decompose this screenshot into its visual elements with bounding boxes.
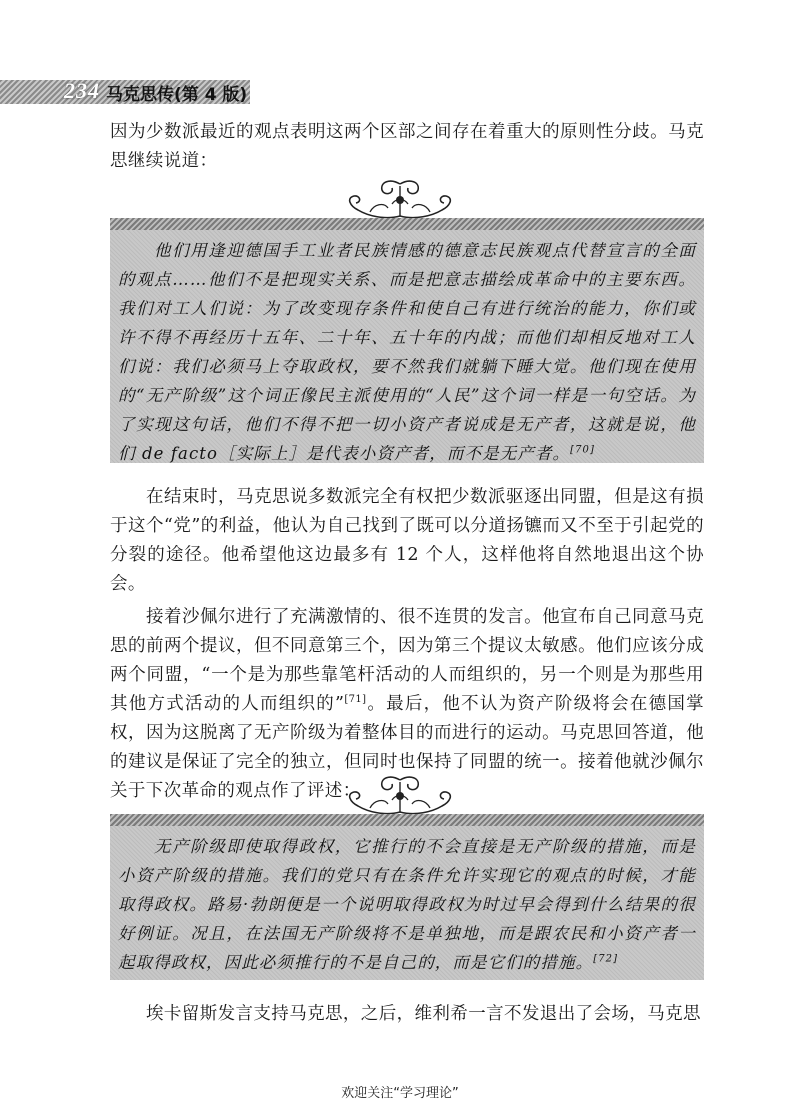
quote-block-1: [110, 218, 704, 463]
paragraph-intro: 因为少数派最近的观点表明这两个区部之间存在着重大的原则性分歧。马克思继续说道：: [110, 122, 704, 171]
paragraph-conclusion: 在结束时，马克思说多数派完全有权把少数派驱逐出同盟，但是这有损于这个“党”的利益，他认为自己找到了既可以分道扬镳而又不至于引起党的分裂的途径。他希望他这边最多有 12 个人，这样他将自然地退出这个协会。: [110, 487, 704, 594]
paragraph-text: 接着沙佩尔进行了充满激情的、很不连贯的发言。他宣布自己同意马克思的前两个提议，但不同意第三个，因为第三个提议太敏感。他们应该分成两个同盟，“一个是为那些靠笔杆活动的人而组织的，另一个则是为那些用其他方式活动的人而组织的”: [110, 607, 704, 714]
book-title: 马克思传(第 4 版): [106, 85, 248, 105]
quote-block-2: [110, 814, 704, 980]
quote-body: 他们用逢迎德国手工业者民族情感的德意志民族观点代替宣言的全面的观点……他们不是把现实关系、而是把意志描绘成革命中的主要东西。我们对工人们说：为了改变现存条件和使自己有进行统治的能力，你们或许不得不再经历十五年、二十年、五十年的内战；而他们却相反地对工人们说：我们必须马上夺取政权，要不然我们就躺下睡大觉。他们现在使用的“无产阶级”这个词正像民主派使用的“人民”这个词一样是一句空话。为了实现这句话，他们不得不把一切小资产者说成是无产者，这就是说，他们 de facto［实际上］是代表小资产者，而不是无产者。: [118, 241, 696, 463]
footnote-ref: [70]: [570, 444, 596, 456]
footer-note: 欢迎关注“学习理论”: [341, 1086, 459, 1101]
footnote-ref: [72]: [593, 953, 619, 965]
paragraph-text: 。最后，他不认为资产阶级将会在德国掌权，因为这脱离了无产阶级为着整体目的而进行的运动。马克思回答道，他的建议是保证了完全的独立，但同时也保持了同盟的统一。接着他就沙佩尔关于下次革命的观点作了评述：: [110, 694, 704, 801]
quote-text: [110, 230, 704, 476]
quote-body: 无产阶级即使取得政权，它推行的不会直接是无产阶级的措施，而是小资产阶级的措施。我们的党只有在条件允许实现它的观点的时候，才能取得政权。路易·勃朗便是一个说明取得政权为时过早会得到什么结果的很好例证。况且，在法国无产阶级将不是单独地，而是跟农民和小资产者一起取得政权，因此必须推行的不是自己的，而是它们的措施。: [118, 837, 696, 972]
quote-band: [110, 814, 704, 826]
paragraph-eccarius: 埃卡留斯发言支持马克思，之后，维利希一言不发退出了会场，马克思: [146, 1004, 701, 1024]
page-number: 234: [64, 78, 100, 103]
quote-band: [110, 218, 704, 230]
quote-text: [110, 826, 704, 985]
footnote-ref: [71]: [344, 694, 367, 706]
